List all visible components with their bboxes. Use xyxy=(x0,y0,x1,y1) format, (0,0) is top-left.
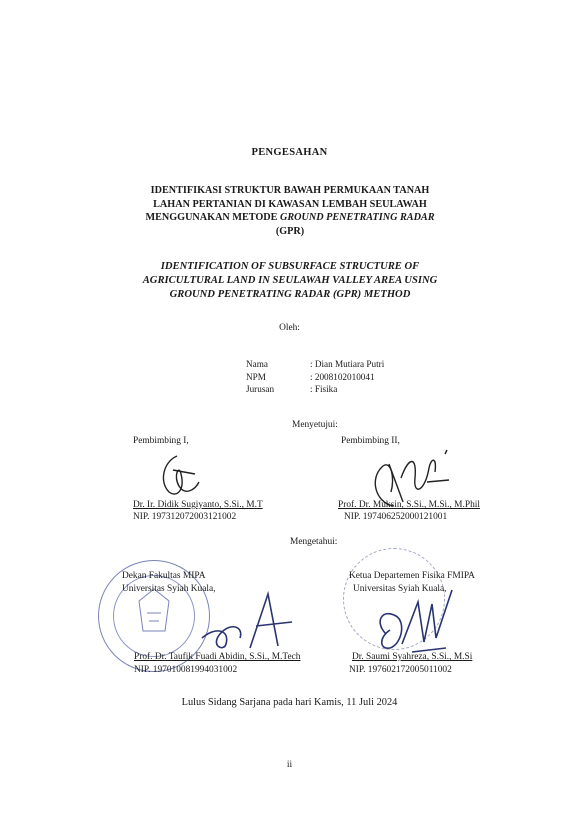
head-dept-role-1: Ketua Departemen Fisika FMIPA xyxy=(349,571,475,581)
student-major-value: : Fisika xyxy=(310,384,338,394)
head-dept-name xyxy=(352,652,472,662)
acknowledged-label: Mengetahui: xyxy=(290,537,338,547)
student-name-label: Nama xyxy=(246,359,268,369)
student-npm-label: NPM xyxy=(246,371,266,382)
student-biodata xyxy=(246,358,384,396)
english-title xyxy=(110,260,470,302)
indonesian-title-line-3-italic: GROUND PENETRATING RADAR xyxy=(279,212,435,223)
page-heading: PENGESAHAN xyxy=(251,147,328,158)
graduation-statement: Lulus Sidang Sarjana pada hari Kamis, 11 Juli 2024 xyxy=(181,697,398,708)
dean-nip: NIP. 197010081994031002 xyxy=(134,665,238,675)
supervisor2-role: Pembimbing II, xyxy=(341,436,400,446)
indonesian-title-line-3 xyxy=(120,211,460,225)
english-title-line-1: IDENTIFICATION OF SUBSURFACE STRUCTURE OF xyxy=(160,261,420,272)
head-dept-name-text: Dr. Saumi Syahreza, S.Si., M.Si xyxy=(352,652,473,662)
supervisor1-name xyxy=(133,500,263,510)
indonesian-title xyxy=(120,184,460,238)
supervisor1-name-text: Dr. Ir. Didik Sugiyanto, S.Si., M.T xyxy=(133,500,263,510)
student-major-row xyxy=(246,383,384,396)
dean-role-1: Dekan Fakultas MIPA xyxy=(122,571,206,581)
head-dept-nip: NIP. 197602172005011002 xyxy=(349,665,452,675)
dean-role-2: Universitas Syiah Kuala, xyxy=(122,584,216,594)
supervisor1-role: Pembimbing I, xyxy=(133,436,189,446)
by-label: Oleh: xyxy=(279,323,300,333)
english-title-line-3: GROUND PENETRATING RADAR (GPR) METHOD xyxy=(169,289,411,300)
dean-signature xyxy=(196,586,296,656)
supervisor2-name xyxy=(338,500,480,510)
page-number: ii xyxy=(286,760,293,770)
indonesian-title-line-2: LAHAN PERTANIAN DI KAWASAN LEMBAH SEULAWAH xyxy=(153,198,427,210)
supervisor1-nip: NIP. 197312072003121002 xyxy=(133,512,237,522)
approved-label: Menyetujui: xyxy=(292,420,338,430)
indonesian-title-line-1: IDENTIFIKASI STRUKTUR BAWAH PERMUKAAN TANAH xyxy=(150,185,430,196)
english-title-line-2: AGRICULTURAL LAND IN SEULAWAH VALLEY AREA USING xyxy=(142,275,438,286)
student-npm-row xyxy=(246,371,384,384)
supervisor1-signature xyxy=(155,452,215,500)
student-name-row xyxy=(246,358,384,371)
student-npm-value: : 2008102010041 xyxy=(310,371,375,382)
head-dept-signature xyxy=(372,582,462,662)
supervisor2-nip: NIP. 197406252000121001 xyxy=(344,512,448,522)
student-name-value: : Dian Mutiara Putri xyxy=(310,359,385,369)
head-dept-role-2: Universitas Syiah Kuala, xyxy=(353,584,447,594)
dean-name xyxy=(134,652,300,662)
student-major-label: Jurusan xyxy=(246,384,275,394)
dean-name-text: Prof. Dr. Taufik Fuadi Abidin, S.Si., M.Tech xyxy=(134,652,301,662)
indonesian-title-line-4: (GPR) xyxy=(275,225,305,237)
supervisor2-name-text: Prof. Dr. Muksin, S.Si., M.Si., M.Phil xyxy=(338,500,480,510)
indonesian-title-line-3-plain: MENGGUNAKAN METODE xyxy=(145,212,280,223)
